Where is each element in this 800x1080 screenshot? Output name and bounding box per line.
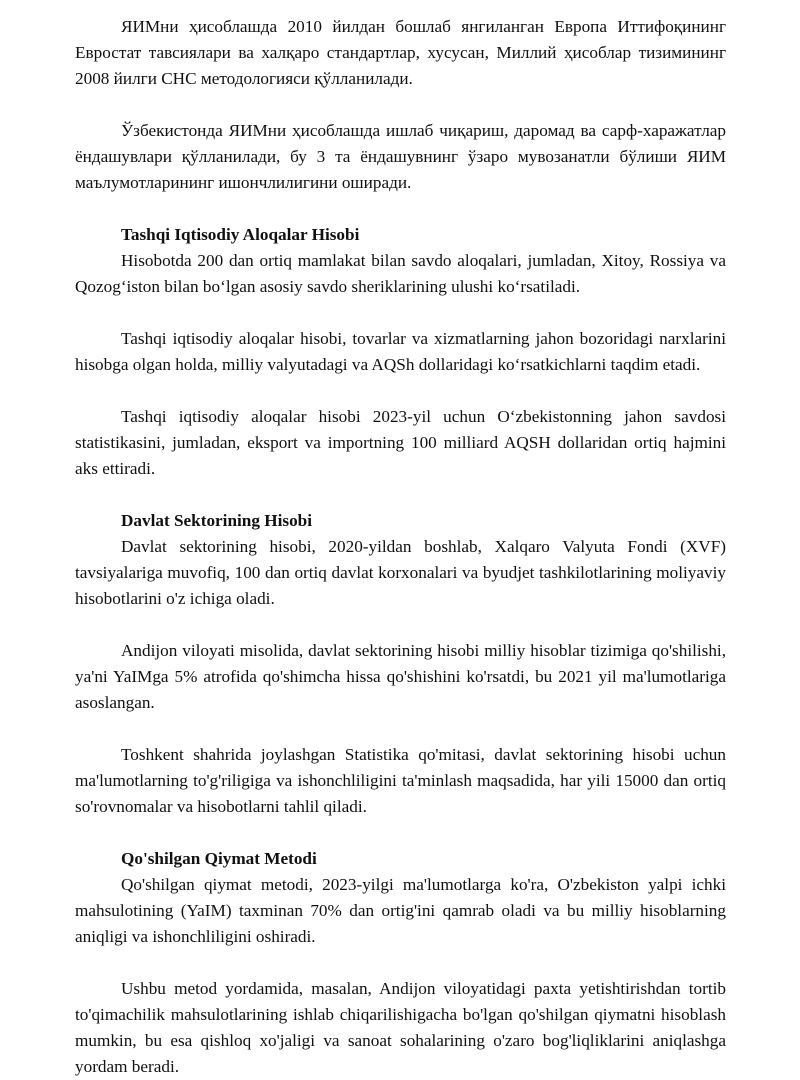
paragraph-value-added-share: Qo'shilgan qiymat metodi, 2023-yilgi ma'lumotlarga ko'ra, O'zbekiston yalpi ichki mahsulotining (YaIM) taxminan 70% dan ortig'ini qamrab oladi va bu milliy hisoblarning aniqligi va ishonchliligini oshiradi. — [75, 875, 726, 946]
section-heading-public-sector: Davlat Sektorining Hisobi — [121, 511, 313, 530]
section-heading-external-economic: Tashqi Iqtisodiy Aloqalar Hisobi — [121, 225, 360, 244]
section-heading-value-added: Qo'shilgan Qiymat Metodi — [121, 849, 317, 868]
paragraph-public-sector-imf: Davlat sektorining hisobi, 2020-yildan boshlab, Xalqaro Valyuta Fondi (XVF) tavsiyalariga muvofiq, 100 dan ortiq davlat korxonalari va byudjet tashkilotlarining moliyaviy hisobotlarini o'z ichiga oladi. — [75, 537, 726, 608]
paragraph-world-prices: Tashqi iqtisodiy aloqalar hisobi, tovarlar va xizmatlarning jahon bozoridagi narxlarini hisobga olgan holda, milliy valyutadagi va AQSh dollaridagi koʻrsatkichlarni taqdim etadi. — [75, 329, 726, 374]
paragraph-gdp-methodology: ЯИМни ҳисоблашда 2010 йилдан бошлаб янгиланган Европа Иттифоқининг Евростат тавсиялари ва халқаро стандартлар, хусусан, Миллий ҳисоблар тизимининг 2008 йилги СНС методологияси қўлланилади. — [75, 17, 726, 88]
paragraph-gdp-approaches: Ўзбекистонда ЯИМни ҳисоблашда ишлаб чиқариш, даромад ва сарф-харажатлар ёндашувлари қўлланилади, бу 3 та ёндашувнинг ўзаро мувозанатли бўлиши ЯИМ маълумотларининг ишончлилигини оширади. — [75, 121, 726, 192]
paragraph-value-added-example: Ushbu metod yordamida, masalan, Andijon viloyatidagi paxta yetishtirishdan tortib to'qimachilik mahsulotlarining ishlab chiqarilishigacha bo'lgan qo'shilgan qiymatni hisoblash mumkin, bu esa qishloq xo'jaligi va sanoat sohalarining o'zaro bog'liqliklarini aniqlashga yordam beradi. — [75, 979, 726, 1076]
paragraph-trade-partners: Hisobotda 200 dan ortiq mamlakat bilan savdo aloqalari, jumladan, Xitoy, Rossiya va Qozogʻiston bilan boʻlgan asosiy savdo sheriklarining ulushi koʻrsatiladi. — [75, 251, 726, 296]
paragraph-trade-statistics-2023: Tashqi iqtisodiy aloqalar hisobi 2023-yil uchun Oʻzbekistonning jahon savdosi statistikasini, jumladan, eksport va importning 100 milliard AQSH dollaridan ortiq hajmini aks ettiradi. — [75, 407, 726, 478]
paragraph-andijan-example: Andijon viloyati misolida, davlat sektorining hisobi milliy hisoblar tizimiga qo'shilishi, ya'ni YaIMga 5% atrofida qo'shimcha hissa qo'shishini ko'rsatdi, bu 2021 yil ma'lumotlariga asoslangan. — [75, 641, 726, 712]
paragraph-tashkent-statistics: Toshkent shahrida joylashgan Statistika qo'mitasi, davlat sektorining hisobi uchun ma'lumotlarning to'g'riligiga va ishonchliligini ta'minlash maqsadida, har yili 15000 dan ortiq so'rovnomalar va hisobotlarni tahlil qiladi. — [75, 745, 726, 816]
